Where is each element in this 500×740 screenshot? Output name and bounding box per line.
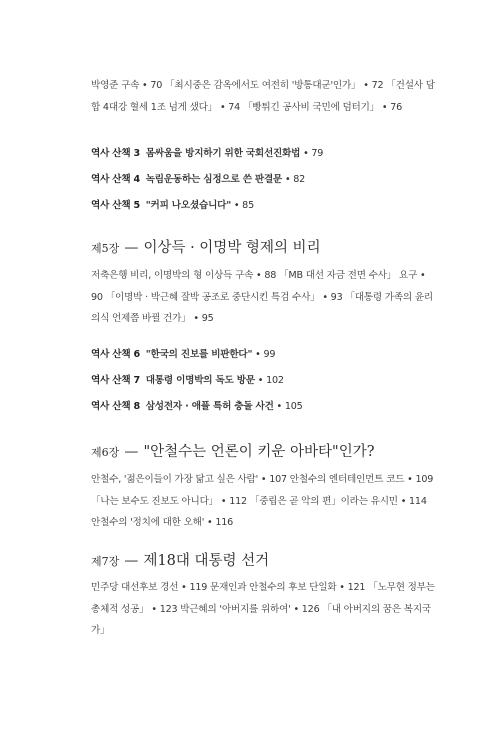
history-walk-6 [91,348,275,362]
chapter-dash: — [124,553,139,569]
history-walk-title: "한국의 진보를 비판한다" [145,349,253,360]
history-walk-title: 몸싸움을 방지하기 위한 국회선진화법 [145,148,301,159]
history-walk-title: 삼성전자 · 애플 특허 충돌 사건 [145,401,274,412]
chapter-title: 제18대 대통령 선거 [143,553,270,569]
chapter-6-heading [91,440,375,461]
toc-entries-block-1: 박영준 구속 • 70 「최시중은 감옥에서도 여전히 '방통대군'인가」 • 72 「건설사 담합 4대강 혈세 1조 넘게 샜다」 • 74 「빵튀긴 공사비 국민에 덤터기」 • 76 [91,80,435,113]
chapter-number: 제6장 [91,446,120,459]
history-walk-title: "커피 나오셨습니다" [145,200,232,211]
history-walk-title: 녹림운동하는 심정으로 쓴 판결문 [145,174,283,185]
history-walk-label: 역사 산책 3 [91,148,141,159]
chapter-dash: — [124,444,139,460]
history-walk-page: • 85 [231,200,254,211]
history-walk-page: • 105 [273,401,303,412]
chapter-dash: — [124,240,139,256]
chapter-title: "안철수는 언론이 키운 아바타"인가? [143,444,375,460]
history-walk-8 [91,400,303,414]
history-walk-label: 역사 산책 6 [91,349,141,360]
toc-entries-block-3: 안철수, '젊은이들이 가장 닮고 싶은 사람' • 107 안철수의 엔터테인먼트 코드 • 109 「나는 보수도 진보도 아니다」 • 112 「중립은 곧 악의 편」이라는 유시민 • 114 안철수의 '정치에 대한 오해' • 116 [91,474,434,528]
history-walk-label: 역사 산책 4 [91,174,141,185]
history-walk-page: • 82 [282,174,306,185]
history-walk-page: • 79 [300,148,324,159]
history-walk-7 [91,374,284,388]
history-walk-title: 대통령 이명박의 독도 방문 [145,375,255,386]
toc-entries-block-2: 저축은행 비리, 이명박의 형 이상득 구속 • 88 「MB 대선 자금 전면 수사」 요구 • 90 「이명박 · 박근혜 잘박 공조로 중단시킨 특검 수사」 • 93 「대통령 가족의 윤리의식 언제쯤 바뀔 건가」 • 95 [91,270,433,324]
history-walk-label: 역사 산책 5 [91,200,141,211]
history-walk-5 [91,199,254,213]
chapter-number: 제5장 [91,242,120,255]
chapter-number: 제7장 [91,555,120,568]
chapter-5-heading [91,236,321,257]
history-walk-page: • 102 [254,375,284,386]
chapter-7-heading [91,549,269,570]
history-walk-3 [91,147,323,161]
history-walk-label: 역사 산책 8 [91,401,141,412]
toc-entries-block-4: 민주당 대선후보 경선 • 119 문재인과 안철수의 후보 단일화 • 121 「노무현 정부는 총체적 성공」 • 123 박근혜의 '아버지를 위하여' • 126 「내 아버지의 꿈은 복지국가」 [91,582,435,636]
chapter-title: 이상득 · 이명박 형제의 비리 [143,240,321,256]
history-walk-page: • 99 [252,349,276,360]
history-walk-label: 역사 산책 7 [91,375,141,386]
history-walk-4 [91,173,305,187]
